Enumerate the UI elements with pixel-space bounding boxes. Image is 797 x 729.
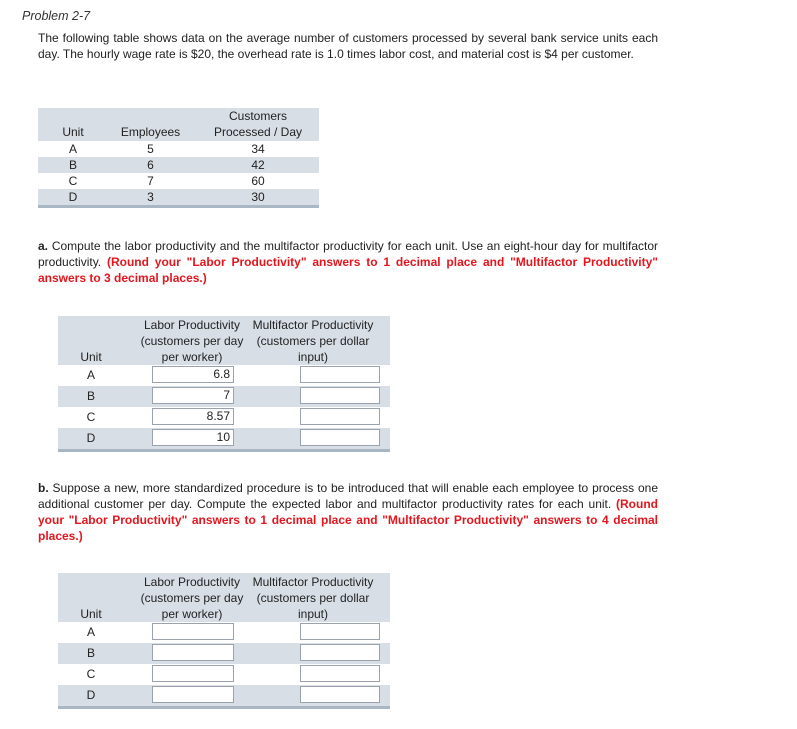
- part-a-answer-table: [58, 316, 390, 452]
- part-b-label: b.: [38, 481, 49, 495]
- labor-productivity-input-d[interactable]: 10: [152, 429, 234, 446]
- header-customers-line1: Customers: [228, 109, 287, 123]
- table-row: [58, 664, 390, 685]
- part-a-question: [38, 238, 658, 286]
- multifactor-productivity-input-a[interactable]: [300, 623, 380, 640]
- header-multifactor-productivity-l1: Multifactor Productivity: [252, 318, 374, 332]
- labor-productivity-input-c[interactable]: 8.57: [152, 408, 234, 425]
- part-b-instruction: (Round your "Labor Productivity" answers to 1 decimal place and "Multifactor Productivity" answers to 4 decimal places.): [38, 497, 658, 543]
- labor-productivity-input-b[interactable]: [152, 644, 234, 661]
- cell-unit: A: [86, 368, 95, 382]
- cell-unit: A: [86, 625, 95, 639]
- cell-customers: 60: [251, 174, 265, 188]
- header-multifactor-productivity-l3: input): [297, 350, 329, 364]
- part-a-instruction: (Round your "Labor Productivity" answers to 1 decimal place and "Multifactor Productivity" answers to 3 decimal places.): [38, 255, 658, 285]
- multifactor-productivity-input-a[interactable]: [300, 366, 380, 383]
- cell-employees: 6: [147, 158, 154, 172]
- cell-employees: 5: [147, 142, 154, 156]
- table-row: [38, 157, 319, 173]
- cell-unit: B: [86, 646, 95, 660]
- multifactor-productivity-input-d[interactable]: [300, 686, 380, 703]
- table-bottom-border: [58, 706, 390, 709]
- cell-employees: 3: [147, 190, 154, 204]
- header-labor-productivity-l3: per worker): [161, 607, 223, 621]
- table-row: [58, 386, 390, 407]
- table-bottom-border: [38, 205, 319, 208]
- table-row: [58, 407, 390, 428]
- header-unit: Unit: [80, 607, 102, 621]
- table-row: [58, 685, 390, 706]
- cell-customers: 42: [251, 158, 265, 172]
- data-table-header: [38, 108, 319, 141]
- part-a-table-header: [58, 316, 390, 365]
- table-row: [58, 428, 390, 449]
- header-customers-line2: Processed / Day: [213, 125, 303, 139]
- header-multifactor-productivity-l3: input): [297, 607, 329, 621]
- part-b-answer-table: [58, 573, 390, 709]
- data-table: [38, 108, 319, 208]
- multifactor-productivity-input-b[interactable]: [300, 644, 380, 661]
- header-multifactor-productivity-l2: (customers per dollar: [256, 334, 370, 348]
- table-row: [38, 141, 319, 157]
- labor-productivity-input-c[interactable]: [152, 665, 234, 682]
- header-labor-productivity-l2: (customers per day: [140, 334, 244, 348]
- problem-intro: The following table shows data on the average number of customers processed by several bank service units each day. The hourly wage rate is $20, the overhead rate is 1.0 times labor cost, and material cost is $4 per customer.: [38, 31, 658, 61]
- cell-unit: A: [68, 142, 77, 156]
- labor-productivity-input-a[interactable]: 6.8: [152, 366, 234, 383]
- part-b-question: [38, 480, 658, 544]
- header-multifactor-productivity-l1: Multifactor Productivity: [252, 575, 374, 589]
- table-row: [58, 622, 390, 643]
- labor-productivity-input-d[interactable]: [152, 686, 234, 703]
- cell-unit: B: [86, 389, 95, 403]
- cell-unit: B: [68, 158, 77, 172]
- labor-productivity-input-b[interactable]: 7: [152, 387, 234, 404]
- header-unit: Unit: [80, 350, 102, 364]
- table-row: [38, 173, 319, 189]
- multifactor-productivity-input-d[interactable]: [300, 429, 380, 446]
- cell-unit: C: [86, 410, 96, 424]
- header-labor-productivity-l2: (customers per day: [140, 591, 244, 605]
- table-row: [38, 189, 319, 205]
- multifactor-productivity-input-c[interactable]: [300, 665, 380, 682]
- header-multifactor-productivity-l2: (customers per dollar: [256, 591, 370, 605]
- table-row: [58, 643, 390, 664]
- cell-unit: D: [86, 431, 96, 445]
- header-labor-productivity-l1: Labor Productivity: [143, 318, 241, 332]
- cell-unit: C: [68, 174, 78, 188]
- part-b-table-header: [58, 573, 390, 622]
- cell-customers: 30: [251, 190, 265, 204]
- problem-title: Problem 2-7: [22, 9, 91, 23]
- part-b-text: Suppose a new, more standardized procedure is to be introduced that will enable each employee to process one additional customer per day. Compute the expected labor and multifactor productivity rates for each unit.: [38, 481, 658, 511]
- cell-employees: 7: [147, 174, 154, 188]
- part-a-text: Compute the labor productivity and the multifactor productivity for each unit. Use an eight-hour day for multifactor productivity.: [38, 239, 658, 269]
- part-a-label: a.: [38, 239, 49, 253]
- multifactor-productivity-input-b[interactable]: [300, 387, 380, 404]
- header-labor-productivity-l3: per worker): [161, 350, 223, 364]
- labor-productivity-input-a[interactable]: [152, 623, 234, 640]
- multifactor-productivity-input-c[interactable]: [300, 408, 380, 425]
- table-row: [58, 365, 390, 386]
- cell-unit: C: [86, 667, 96, 681]
- header-labor-productivity-l1: Labor Productivity: [143, 575, 241, 589]
- header-employees: Employees: [120, 125, 181, 139]
- cell-customers: 34: [251, 142, 265, 156]
- cell-unit: D: [86, 688, 96, 702]
- cell-unit: D: [68, 190, 78, 204]
- header-unit: Unit: [62, 125, 84, 139]
- table-bottom-border: [58, 449, 390, 452]
